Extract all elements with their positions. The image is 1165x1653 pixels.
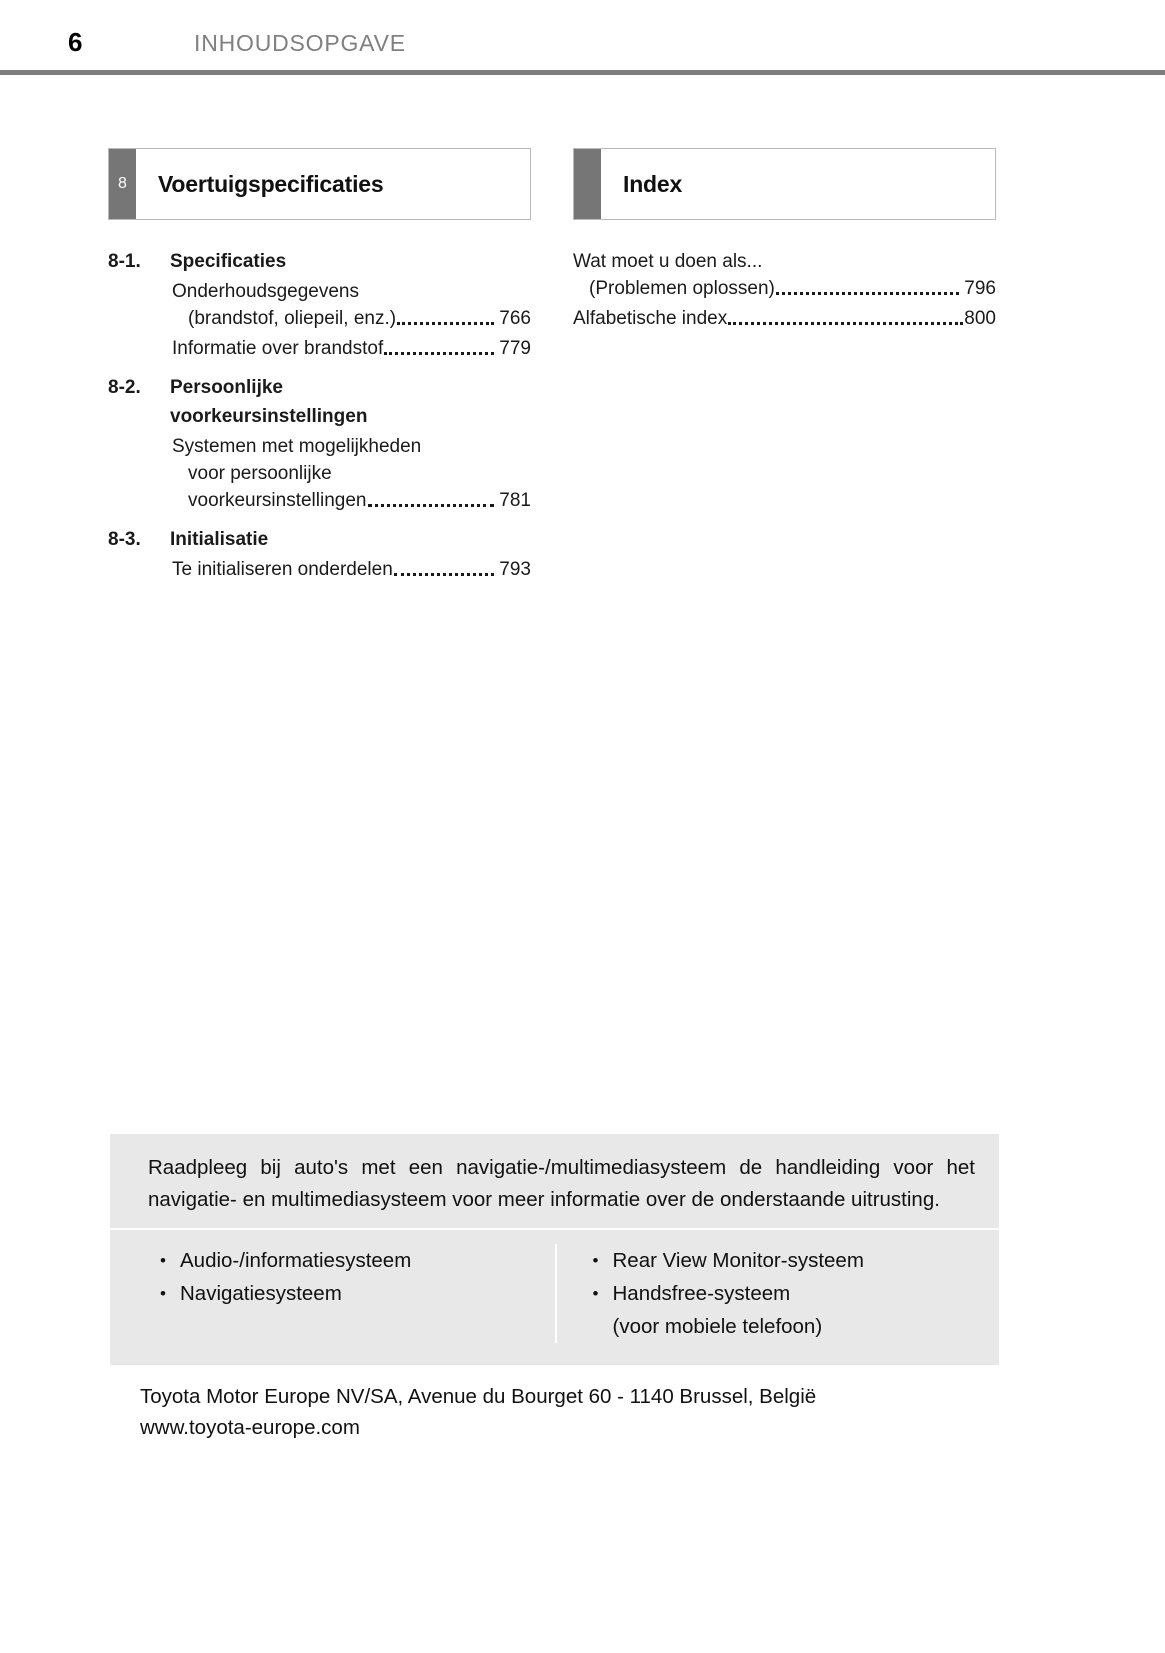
footer-address: Toyota Motor Europe NV/SA, Avenue du Bourget 60 - 1140 Brussel, België xyxy=(140,1385,817,1408)
toc-section-number: 8-1. xyxy=(108,251,141,272)
section-header-vehicle-specs xyxy=(108,148,531,220)
toc-leader xyxy=(397,321,494,325)
toc-group-8-3 xyxy=(108,526,531,583)
toc-entry-text: Te initialiseren onderdelen xyxy=(172,559,393,580)
toc-entry-line-wrap xyxy=(573,275,996,302)
toc-entry-line-wrap xyxy=(172,487,531,514)
toc-entry-line-wrap xyxy=(172,305,531,332)
footer xyxy=(140,1381,1020,1443)
toc-section-number: 8-3. xyxy=(108,529,141,550)
list-item xyxy=(160,1244,555,1277)
toc-leader xyxy=(384,351,494,355)
toc-section-name: Initialisatie xyxy=(170,529,269,550)
toc-page-number: 779 xyxy=(499,338,531,359)
toc-list-left xyxy=(108,248,531,583)
toc-leader xyxy=(394,572,495,576)
toc-leader xyxy=(728,321,963,325)
list-item xyxy=(160,1277,555,1310)
info-box-column-left xyxy=(134,1244,555,1343)
header-divider xyxy=(0,70,1165,75)
page-title: INHOUDSOPGAVE xyxy=(194,30,406,56)
list-item xyxy=(593,1244,976,1277)
section-title: Index xyxy=(623,170,683,197)
toc-entry-fuel-information[interactable] xyxy=(108,335,531,362)
toc-leader xyxy=(776,291,959,295)
toc-column-left xyxy=(108,148,531,585)
list-item-sublabel: (voor mobiele telefoon) xyxy=(612,1315,823,1338)
page-number: 6 xyxy=(68,27,82,57)
bullet-icon: • xyxy=(592,1251,599,1270)
toc-column-right xyxy=(573,148,996,332)
list-item-label: Handsfree-systeem xyxy=(612,1282,791,1305)
section-title: Voertuigspecificaties xyxy=(158,170,384,197)
bullet-icon: • xyxy=(160,1284,166,1303)
toc-section-head-continued xyxy=(108,403,531,430)
toc-list-right xyxy=(573,248,996,332)
toc-page-number: 800 xyxy=(964,308,996,329)
list-item-label: Audio-/informatiesysteem xyxy=(180,1249,412,1272)
toc-section-number: 8-2. xyxy=(108,377,141,398)
toc-leader xyxy=(368,503,495,507)
section-header-index xyxy=(573,148,996,220)
footer-website[interactable]: www.toyota-europe.com xyxy=(140,1416,360,1439)
bullet-icon: • xyxy=(160,1251,166,1270)
info-box-column-right xyxy=(555,1244,976,1343)
section-tab-number: 8 xyxy=(109,149,136,219)
toc-entry-text: (Problemen oplossen) xyxy=(589,278,775,299)
toc-group-8-2 xyxy=(108,374,531,514)
toc-entry-personal-settings[interactable] xyxy=(108,433,531,514)
toc-entry-line: Onderhoudsgegevens xyxy=(172,281,359,302)
toc-section-name: Specificaties xyxy=(170,251,287,272)
toc-entry-alphabetical-index[interactable] xyxy=(573,305,996,332)
list-item-label: Rear View Monitor-systeem xyxy=(612,1249,864,1272)
bullet-icon: • xyxy=(592,1284,599,1303)
toc-group-8-1 xyxy=(108,248,531,362)
toc-section-head xyxy=(108,374,531,401)
toc-page-number: 781 xyxy=(499,490,531,511)
page-header xyxy=(0,0,1165,78)
section-tab-number xyxy=(574,149,601,219)
toc-entry-text: Alfabetische index xyxy=(573,308,728,329)
toc-entry-items-to-initialize[interactable] xyxy=(108,556,531,583)
toc-page-number: 766 xyxy=(499,308,531,329)
toc-entry-text: Informatie over brandstof xyxy=(172,338,384,359)
toc-entry-line: Systemen met mogelijkheden xyxy=(172,436,422,457)
toc-entry-maintenance-data[interactable] xyxy=(108,278,531,332)
toc-section-head xyxy=(108,526,531,553)
toc-page-number: 793 xyxy=(499,559,531,580)
toc-section-name-line2: voorkeursinstellingen xyxy=(170,406,368,427)
info-box xyxy=(110,1134,999,1365)
toc-section-number-spacer xyxy=(108,403,170,430)
toc-section-head xyxy=(108,248,531,275)
info-box-columns xyxy=(134,1230,975,1359)
list-item-label: Navigatiesysteem xyxy=(180,1282,342,1305)
list-item xyxy=(593,1277,976,1310)
toc-section-name: Persoonlijke xyxy=(170,377,283,398)
toc-entry-troubleshooting[interactable] xyxy=(573,248,996,302)
toc-page-number: 796 xyxy=(964,278,996,299)
toc-entry-line: Wat moet u doen als... xyxy=(573,251,763,272)
toc-entry-text: (brandstof, oliepeil, enz.) xyxy=(188,308,397,329)
toc-entry-text: voorkeursinstellingen xyxy=(188,490,367,511)
info-box-paragraph: Raadpleeg bij auto's met een navigatie-/multimediasysteem de handleiding voor het navigatie- en multimediasysteem voor meer informatie over de onderstaande uitrusting. xyxy=(148,1156,975,1211)
toc-entry-line: voor persoonlijke xyxy=(188,463,332,484)
